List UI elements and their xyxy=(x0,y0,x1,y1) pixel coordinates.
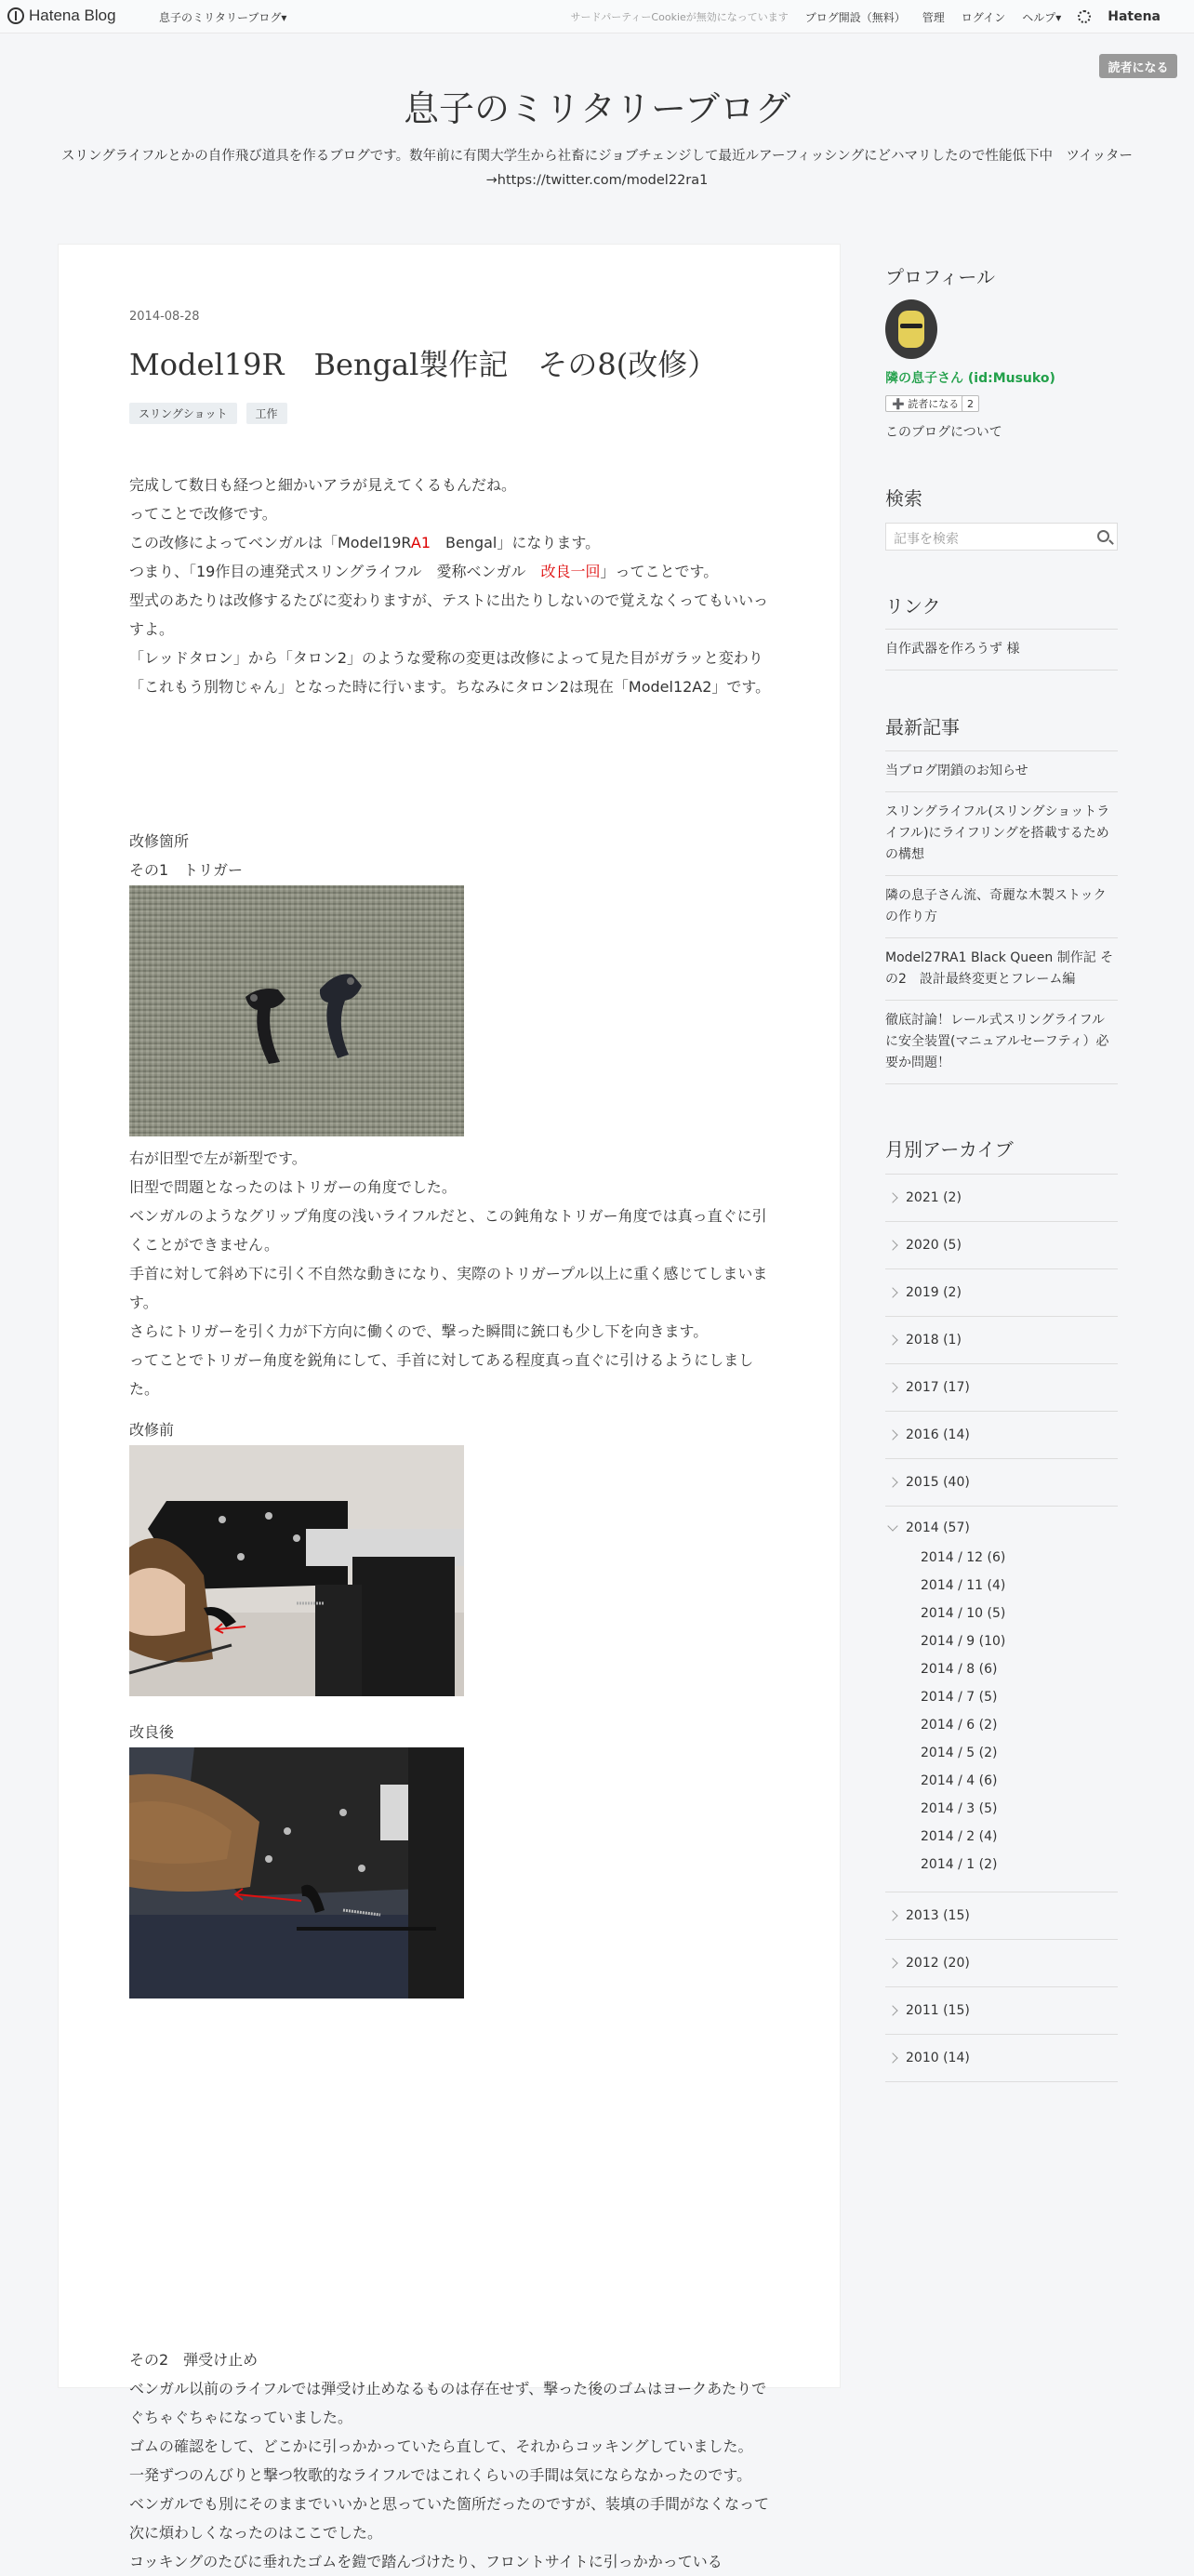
hatena-blog-logo[interactable] xyxy=(7,7,116,25)
after-label: 改良後 xyxy=(129,1723,175,1741)
hatena-blog-logo-icon xyxy=(7,7,24,24)
archive-year[interactable]: 2021 (2) xyxy=(885,1175,1118,1222)
search-heading: 検索 xyxy=(885,487,922,510)
archive-heading: 月別アーカイブ xyxy=(885,1138,1014,1161)
archive-year[interactable]: 2011 (15) xyxy=(885,1987,1118,2035)
hatena-blog-logo-text: Hatena Blog xyxy=(29,7,116,24)
archive-month[interactable]: 2014 / 1 (2) xyxy=(921,1857,998,1872)
chevron-right-icon xyxy=(887,1477,897,1487)
list-item[interactable]: Model27RA1 Black Queen 制作記 その2 設計最終変更とフレーム編 xyxy=(885,938,1118,1001)
text-line: コッキングのたびに垂れたゴムを鎧で踏んづけたり、フロントサイトに引っかかっている xyxy=(129,2553,723,2570)
archive-year[interactable]: 2017 (17) xyxy=(885,1364,1118,1412)
search-placeholder: 記事を検索 xyxy=(894,532,959,547)
links-list xyxy=(885,629,1118,671)
text-line: 「レッドタロン」から「タロン2」のような愛称の変更は改修によって見た目がガラッと変わり「これもう別物じゃん」となった時に行います。ちなみにタロン2は現在「Model12A2」です。 xyxy=(129,649,771,696)
text-line: 改修箇所 xyxy=(129,832,190,850)
text-line: 右が旧型で左が新型です。 xyxy=(129,1149,307,1167)
archive-month[interactable]: 2014 / 10 (5) xyxy=(921,1606,1006,1621)
chevron-right-icon xyxy=(887,1910,897,1920)
subscriber-count[interactable]: 2 xyxy=(962,395,979,412)
archive-month[interactable]: 2014 / 6 (2) xyxy=(921,1718,998,1733)
search-input[interactable] xyxy=(885,523,1118,551)
archive-month[interactable]: 2014 / 12 (6) xyxy=(921,1550,1006,1565)
profile-name-link[interactable]: 隣の息子さん (id:Musuko) xyxy=(885,371,1055,386)
text-line: さらにトリガーを引く力が下方向に働くので、撃った瞬間に銃口も少し下を向きます。 xyxy=(129,1322,709,1340)
text-line: ベンガルでも別にそのままでいいかと思っていた箇所だったのですが、装填の手間がなくなって次に煩わしくなったのはここでした。 xyxy=(129,2495,770,2542)
hatena-dots-icon xyxy=(1078,10,1091,23)
category-tag[interactable]: スリングショット xyxy=(129,403,237,424)
start-blog-link[interactable]: ブログ開設（無料） xyxy=(804,10,906,24)
archive-month[interactable]: 2014 / 2 (4) xyxy=(921,1829,998,1844)
archive-year[interactable]: 2010 (14) xyxy=(885,2035,1118,2082)
text-line: この改修によってベンガルは「Model19RA1 Bengal」になります。 xyxy=(129,534,601,551)
blog-title[interactable]: 息子のミリタリーブログ xyxy=(403,88,791,129)
archive-year[interactable]: 2016 (14) xyxy=(885,1412,1118,1459)
archive-month[interactable]: 2014 / 11 (4) xyxy=(921,1578,1006,1593)
entry-paragraph-stopper xyxy=(129,2345,771,2576)
subscribe-small-button[interactable]: ➕ 読者になる xyxy=(885,395,965,412)
chevron-right-icon xyxy=(887,1192,897,1202)
chevron-down-icon xyxy=(887,1520,897,1531)
text-line: ってことで改修です。 xyxy=(129,505,277,523)
before-label: 改修前 xyxy=(129,1421,175,1439)
list-item[interactable]: 隣の息子さん流、奇麗な木製ストックの作り方 xyxy=(885,876,1118,938)
archive-year-expanded xyxy=(885,1507,1118,1892)
text-line: その1 トリガー xyxy=(129,861,244,879)
subscribe-button[interactable]: 読者になる xyxy=(1099,54,1177,78)
chevron-right-icon xyxy=(887,2052,897,2063)
text-line: 手首に対して斜め下に引く不自然な動きになり、実際のトリガープル以上に重く感じてしまいます。 xyxy=(129,1265,768,1311)
list-item[interactable]: スリングライフル(スリングショットライフル)にライフリングを搭載するための構想 xyxy=(885,792,1118,876)
text-line: ベンガル以前のライフルでは弾受け止めなるものは存在せず、撃った後のゴムはヨークあたりでぐちゃぐちゃになっていました。 xyxy=(129,2380,767,2426)
list-item[interactable]: 当ブログ閉鎖のお知らせ xyxy=(885,751,1118,792)
help-menu[interactable]: ヘルプ▾ xyxy=(1022,10,1062,24)
profile-module xyxy=(885,244,1118,467)
text-line: 完成して数日も経つと細かいアラが見えてくるもんだね。 xyxy=(129,476,517,494)
list-item[interactable]: 徹底討論！レール式スリングライフルに安全装置(マニュアルセーフティ）必要か問題！ xyxy=(885,1001,1118,1084)
profile-heading: プロフィール xyxy=(885,266,995,288)
cookie-notice: サードパーティーCookieが無効になっています xyxy=(570,11,789,23)
links-heading: リンク xyxy=(885,595,941,617)
chevron-right-icon xyxy=(887,1334,897,1345)
chevron-right-icon xyxy=(887,1287,897,1297)
archive-month[interactable]: 2014 / 9 (10) xyxy=(921,1634,1006,1649)
chevron-right-icon xyxy=(887,1240,897,1250)
chevron-right-icon xyxy=(887,1429,897,1440)
text-line: ゴムの確認をして、どこかに引っかかっていたら直して、それからコッキングしていました。 xyxy=(129,2437,753,2455)
highlight-text: 改良一回 xyxy=(540,563,601,580)
highlight-text: A1 xyxy=(410,534,431,551)
search-icon[interactable] xyxy=(1097,530,1109,542)
top-navigation xyxy=(571,0,1194,33)
chevron-right-icon xyxy=(887,1382,897,1392)
text-line: 旧型で問題となったのはトリガーの角度でした。 xyxy=(129,1178,457,1196)
archive-year[interactable]: 2013 (15) xyxy=(885,1892,1118,1940)
archive-year[interactable]: 2018 (1) xyxy=(885,1317,1118,1364)
text-line: 一発ずつのんびりと撃つ牧歌的なライフルではこれくらいの手間は気にならなかったのです。 xyxy=(129,2466,752,2484)
text-line: ベンガルのようなグリップ角度の浅いライフルだと、この鈍角なトリガー角度では真っ直ぐに引くことができません。 xyxy=(129,1207,767,1254)
recent-list xyxy=(885,750,1118,1084)
photo-triggers[interactable] xyxy=(129,885,464,1136)
archive-month[interactable]: 2014 / 3 (5) xyxy=(921,1801,998,1816)
archive-month[interactable]: 2014 / 7 (5) xyxy=(921,1690,998,1705)
hatena-link[interactable] xyxy=(1078,9,1177,24)
archive-year[interactable]: 2014 (57) xyxy=(885,1507,1118,1544)
recent-heading: 最新記事 xyxy=(885,716,960,738)
avatar[interactable] xyxy=(885,299,937,359)
archive-year[interactable]: 2020 (5) xyxy=(885,1222,1118,1269)
list-item[interactable]: 自作武器を作ろうず 様 xyxy=(885,630,1118,671)
archive-year[interactable]: 2012 (20) xyxy=(885,1940,1118,1987)
chevron-right-icon xyxy=(887,2005,897,2015)
entry-title[interactable]: Model19R Bengal製作記 その8(改修） xyxy=(129,347,718,382)
entry-paragraph-trigger xyxy=(129,1144,771,1403)
global-header xyxy=(0,0,1194,33)
blog-select-dropdown[interactable]: 息子のミリタリーブログ▾ xyxy=(159,11,287,24)
text-line: 型式のあたりは改修するたびに変わりますが、テストに出たりしないので覚えなくってもいいっすよ。 xyxy=(129,591,769,638)
archive-year[interactable]: 2015 (40) xyxy=(885,1459,1118,1507)
section-heading xyxy=(129,827,771,884)
archive-month[interactable]: 2014 / 4 (6) xyxy=(921,1773,998,1788)
text-line: つまり、「19作目の連発式スリングライフル 愛称ベンガル 改良一回」ってことです。 xyxy=(129,563,719,580)
text-line: その2 弾受け止め xyxy=(129,2351,259,2369)
archive-year[interactable]: 2019 (2) xyxy=(885,1269,1118,1317)
text-line: ってことでトリガー角度を鋭角にして、手首に対してある程度真っ直ぐに引けるようにしました。 xyxy=(129,1351,754,1398)
photo-after-modification[interactable] xyxy=(129,1747,464,1998)
entry-date[interactable]: 2014-08-28 xyxy=(129,310,200,324)
entry-paragraph-intro xyxy=(129,471,771,701)
category-tag[interactable]: 工作 xyxy=(246,403,287,424)
entry-article xyxy=(58,244,841,2570)
hatena-link-text: Hatena xyxy=(1108,9,1161,24)
chevron-right-icon xyxy=(887,1958,897,1968)
about-blog-link[interactable]: このブログについて xyxy=(885,425,1002,440)
archive-list xyxy=(885,1174,1118,2082)
entry-categories xyxy=(129,403,297,424)
photo-before-modification[interactable] xyxy=(129,1445,464,1696)
manage-link[interactable]: 管理 xyxy=(922,10,945,24)
login-link[interactable]: ログイン xyxy=(961,10,1006,24)
archive-month[interactable]: 2014 / 8 (6) xyxy=(921,1662,998,1677)
blog-description: スリングライフルとかの自作飛び道具を作るブログです。数年前に有関大学生から社畜にジョブチェンジして最近ルアーフィッシングにどハマリしたので性能低下中 ツイッター→https://twitter.com/model22ra1 xyxy=(60,149,1134,188)
archive-month[interactable]: 2014 / 5 (2) xyxy=(921,1746,998,1760)
